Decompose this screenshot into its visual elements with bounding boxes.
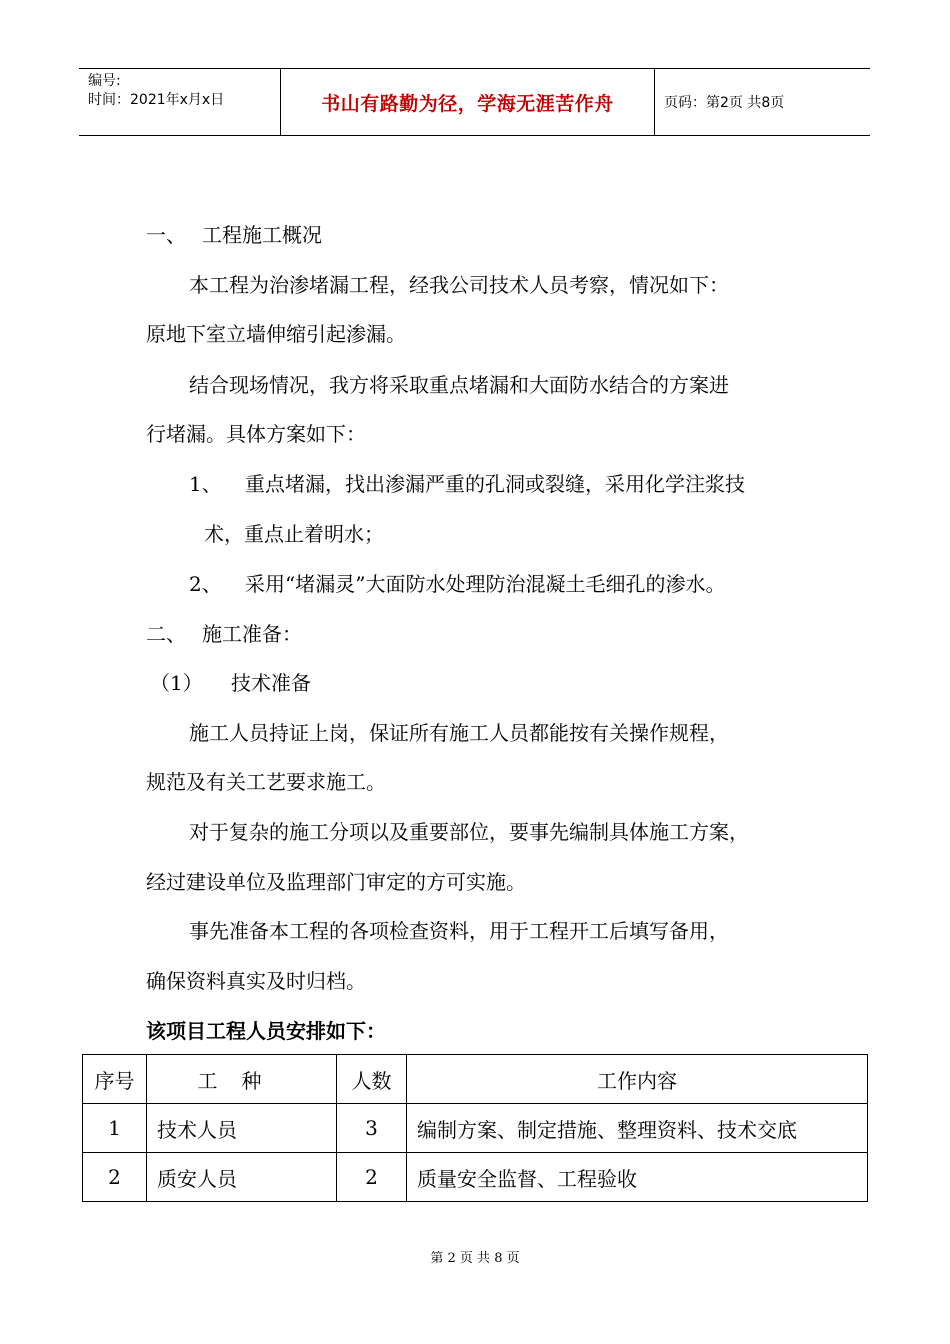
paragraph-2-line-2: 行堵漏。具体方案如下： [146, 422, 366, 446]
header-cell-duties: 工作内容 [407, 1055, 868, 1104]
cell-duties: 质量安全监督、工程验收 [407, 1153, 868, 1202]
date-label: 时间：2021年x月x日 [88, 92, 225, 108]
cell-duties: 编制方案、制定措施、整理资料、技术交底 [407, 1104, 868, 1153]
section-1-title: 工程施工概况 [202, 223, 322, 247]
paragraph-5-line-1: 事先准备本工程的各项检查资料，用于工程开工后填写备用， [189, 919, 729, 943]
header-cell-count: 人数 [337, 1055, 407, 1104]
section-2-number: 二、 [146, 622, 186, 646]
table-header-row [83, 1055, 868, 1104]
section-1-number: 一、 [146, 223, 186, 247]
header-motto: 书山有路勤为径，学海无涯苦作舟 [281, 69, 655, 135]
cell-count: 3 [337, 1104, 407, 1153]
subsection-1-number: （1） [150, 671, 203, 695]
paragraph-5-line-2: 确保资料真实及时归档。 [146, 969, 366, 993]
header-cell-index: 序号 [83, 1055, 147, 1104]
page-footer: 第 2 页 共 8 页 [430, 1251, 520, 1266]
cell-index: 2 [83, 1153, 147, 1202]
staff-table [82, 1054, 868, 1202]
paragraph-4-line-1: 对于复杂的施工分项以及重要部位，要事先编制具体施工方案， [189, 820, 749, 844]
paragraph-2-line-1: 结合现场情况，我方将采取重点堵漏和大面防水结合的方案进 [189, 373, 729, 397]
list-item-1-number: 1、 [189, 472, 222, 496]
cell-trade: 技术人员 [147, 1104, 337, 1153]
section-2-title: 施工准备： [202, 622, 302, 646]
paragraph-1-line-1: 本工程为治渗堵漏工程，经我公司技术人员考察，情况如下： [189, 273, 729, 297]
header-cell-trade: 工种 [147, 1055, 337, 1104]
table-caption: 该项目工程人员安排如下： [146, 1019, 386, 1043]
paragraph-3-line-2: 规范及有关工艺要求施工。 [146, 770, 386, 794]
list-item-2-line-1: 采用“堵漏灵”大面防水处理防治混凝土毛细孔的渗水。 [245, 572, 726, 596]
paragraph-3-line-1: 施工人员持证上岗，保证所有施工人员都能按有关操作规程， [189, 721, 729, 745]
cell-index: 1 [83, 1104, 147, 1153]
paragraph-1-line-2: 原地下室立墙伸缩引起渗漏。 [146, 322, 406, 346]
list-item-1-line-1: 重点堵漏，找出渗漏严重的孔洞或裂缝，采用化学注浆技 [245, 472, 745, 496]
table-row [83, 1104, 868, 1153]
table-row [83, 1153, 868, 1202]
number-label: 编号: [88, 73, 121, 89]
page-header [79, 68, 870, 136]
list-item-2-number: 2、 [189, 572, 222, 596]
header-meta [79, 69, 281, 135]
cell-count: 2 [337, 1153, 407, 1202]
list-item-1-line-2: 术，重点止着明水； [204, 522, 384, 546]
paragraph-4-line-2: 经过建设单位及监理部门审定的方可实施。 [146, 870, 526, 894]
subsection-1-title: 技术准备 [231, 671, 311, 695]
cell-trade: 质安人员 [147, 1153, 337, 1202]
header-page-info: 页码：第2页 共8页 [664, 95, 785, 111]
